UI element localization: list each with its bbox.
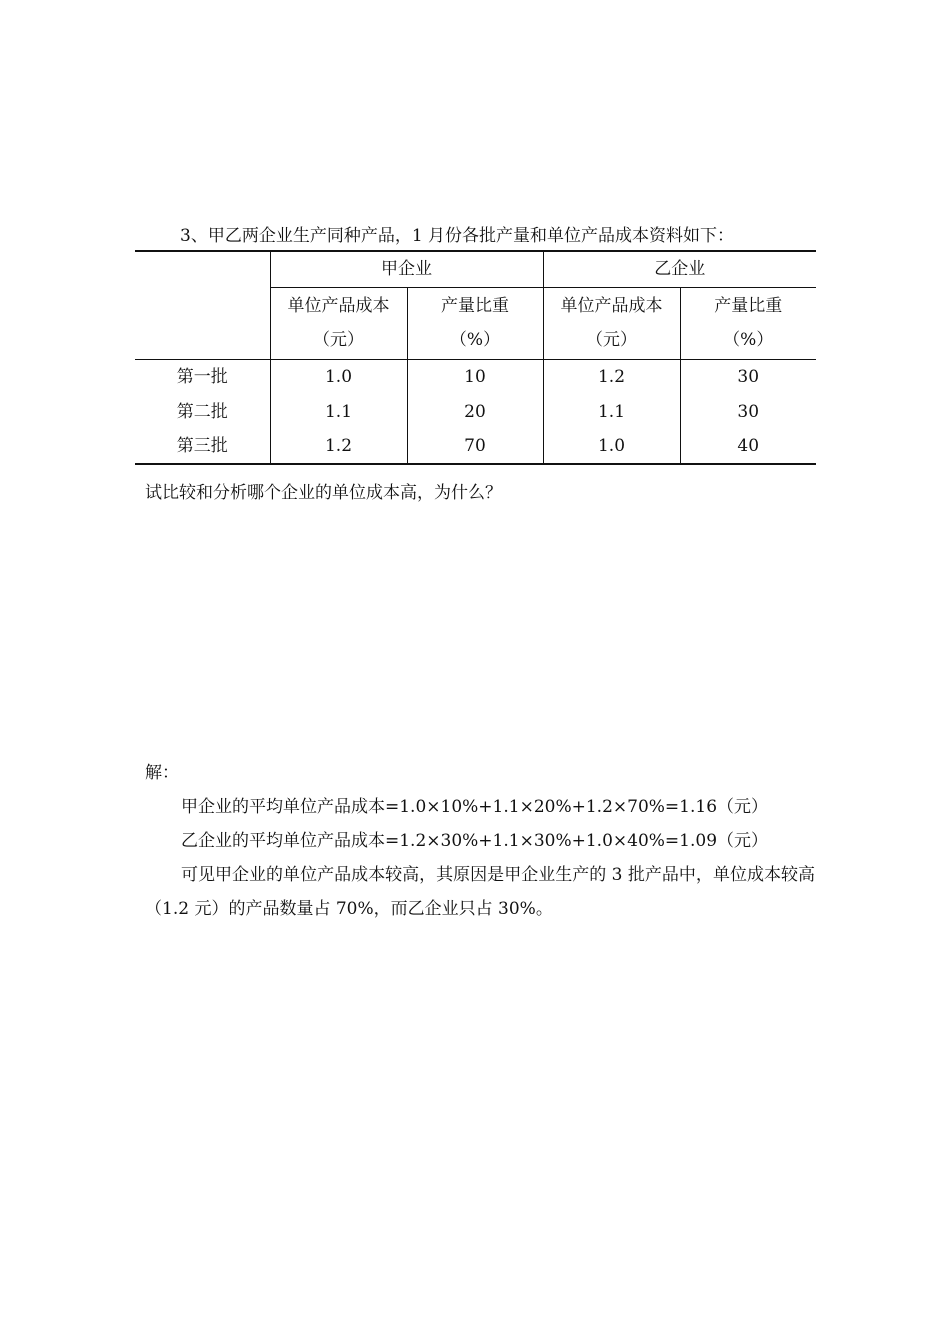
sub-header-line1: 单位产品成本 bbox=[560, 296, 663, 316]
prompt-text: 试比较和分析哪个企业的单位成本高，为什么？ bbox=[145, 483, 502, 503]
table-row bbox=[135, 429, 816, 464]
group-header-jia: 甲企业 bbox=[270, 251, 543, 287]
table-cell: 1.2 bbox=[270, 429, 407, 464]
table-cell: 10 bbox=[407, 359, 543, 394]
table-group-header-row bbox=[135, 251, 816, 287]
table-sub-header-row bbox=[135, 287, 816, 359]
table-cell: 20 bbox=[407, 394, 543, 429]
table-corner-cell-lower bbox=[135, 287, 270, 359]
solution-heading: 解： bbox=[145, 763, 179, 783]
table-cell: 40 bbox=[680, 429, 816, 464]
table-row bbox=[135, 394, 816, 429]
table-cell: 1.2 bbox=[543, 359, 680, 394]
sub-header-cell bbox=[680, 287, 816, 359]
solution-line-jia: 甲企业的平均单位产品成本=1.0×10%+1.1×20%+1.2×70%=1.16（元） bbox=[181, 797, 769, 817]
question-text: 3、甲乙两企业生产同种产品，1 月份各批产量和单位产品成本资料如下： bbox=[180, 226, 735, 246]
sub-header-cell bbox=[407, 287, 543, 359]
table-cell: 1.1 bbox=[543, 394, 680, 429]
solution-conclusion: 可见甲企业的单位产品成本较高，其原因是甲企业生产的 3 批产品中，单位成本较高（1.2 元）的产品数量占 70%，而乙企业只占 30%。 bbox=[145, 865, 815, 919]
row-label: 第二批 bbox=[176, 401, 228, 422]
table-cell: 1.0 bbox=[543, 429, 680, 464]
table-cell: 70 bbox=[407, 429, 543, 464]
sub-header-line1: 产量比重 bbox=[714, 296, 783, 316]
sub-header-line2: （%） bbox=[449, 330, 501, 350]
sub-header-cell bbox=[543, 287, 680, 359]
table-cell: 30 bbox=[680, 359, 816, 394]
table-cell: 1.1 bbox=[270, 394, 407, 429]
table-corner-cell bbox=[135, 251, 270, 287]
table-cell: 1.0 bbox=[270, 359, 407, 394]
row-label: 第三批 bbox=[135, 429, 270, 464]
sub-header-line1: 产量比重 bbox=[441, 296, 509, 316]
sub-header-cell bbox=[270, 287, 407, 359]
sub-header-line2: （元） bbox=[586, 330, 637, 350]
cost-table bbox=[135, 250, 816, 465]
sub-header-line1: 单位产品成本 bbox=[287, 296, 390, 316]
table-row bbox=[135, 359, 816, 394]
group-header-yi: 乙企业 bbox=[543, 251, 816, 287]
sub-header-line2: （%） bbox=[723, 330, 774, 350]
table-cell: 30 bbox=[680, 394, 816, 429]
solution-section bbox=[145, 756, 815, 926]
solution-line-yi: 乙企业的平均单位产品成本=1.2×30%+1.1×30%+1.0×40%=1.09（元） bbox=[181, 831, 769, 851]
row-label: 第一批 bbox=[176, 366, 228, 387]
sub-header-line2: （元） bbox=[313, 330, 364, 350]
